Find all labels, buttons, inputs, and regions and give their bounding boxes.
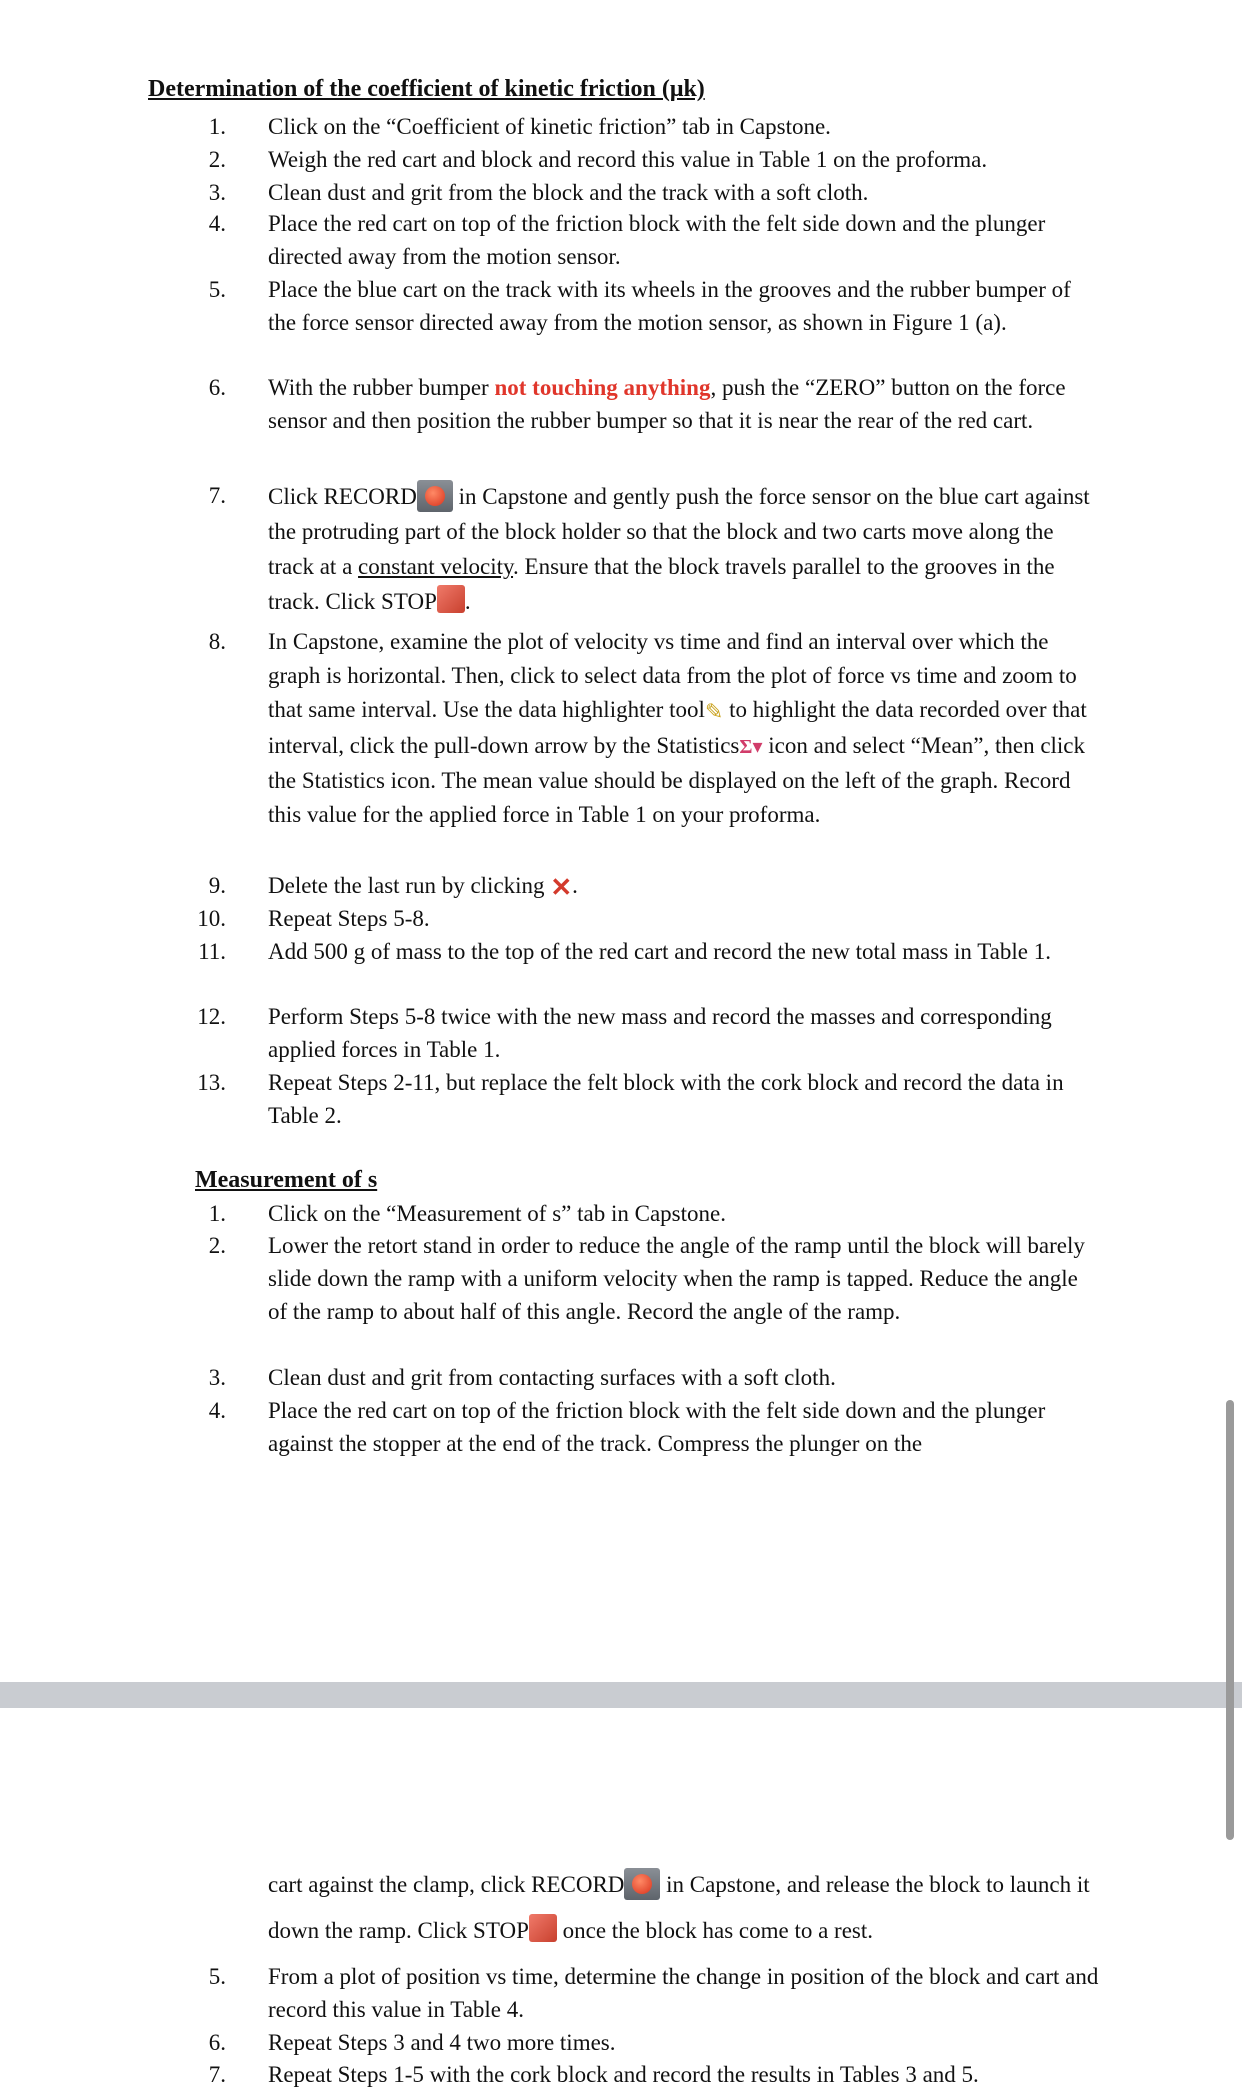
record-icon	[417, 480, 453, 512]
delete-run-icon: ✕	[550, 873, 573, 903]
document-page-1: Determination of the coefficient of kinetic friction (μk) 1. Click on the “Coefficient of kinetic friction” tab in Capstone. 2. Weigh the red cart and block and record this value in Table 1 on the proforma. 3. Clean dust and grit from the block and the track with a soft cloth. 4. Place the red cart on top of the friction block with the felt side down and the plunger directed away from the motion sensor. 5. Place the blue cart on the track with its wheels in the grooves and the rubber bumper of the force sensor directed away from the motion sensor, as shown in Figure 1 (a). 6. With the rubber bumper not touching anything, push the “ZERO” button on the force sensor and then position the rubber bumper so that it is near the rear of the red cart. 7. Click RECORD in Capstone and gently push the force sensor on the blue cart against the protruding part of the block holder so that the block and two carts move along the track at a constant velocity. Ensure that the block travels parallel to the grooves in the track. Click STOP . 8. In Capstone, examine the plot of velocity vs time and find an interval over which the graph is horizontal. Then, click to select data from the plot of force vs time and zoom to that same interval. Use the data highlighter tool✎ to highlight the data recorded over that interval, click the pull-down arrow by the StatisticsΣ▾ icon and select “Mean”, then click the Statistics icon. The mean value should be displayed on the left of the graph. Record this value for the applied force in Table 1 on your proforma. 9. Delete the last run by clicking ✕. 10. Repeat Steps 5-8. 11. Add 500 g of mass to the top of the red cart and record the new total mass in Table 1. 12. Perform Steps 5-8 twice with the new mass and record the masses and corresponding applied forces in Table 1. 13. Repeat Steps 2-11, but replace the felt block with the cork block and record the data in Table 2. Measurement of s 1. Click on the “Measurement of s” tab in Capstone. 2. Lower the retort stand in order to reduce the angle of the ramp until the block will barely slide down the ramp with a uniform velocity when the ramp is tapped. Reduce the angle of the ramp to about half of this angle. Record the angle of the ramp. 3. Clean dust and grit from contacting surfaces with a soft cloth. 4. Place the red cart on top of the friction block with the felt side down and the plunger against the stopper at the end of the track. Compress the plunger on the	[148, 76, 1090, 1456]
section-heading-kinetic-friction: Determination of the coefficient of kinetic friction (μk)	[148, 76, 705, 102]
section-heading-measurement-of-s: Measurement of s	[195, 1167, 378, 1193]
data-highlighter-icon: ✎	[704, 698, 724, 724]
statistics-icon: Σ▾	[739, 736, 763, 759]
stop-icon	[529, 1914, 557, 1942]
page-break	[0, 1682, 1242, 1708]
emphasis-text: not touching anything	[494, 375, 711, 400]
record-icon	[624, 1868, 660, 1900]
document-page-2: cart against the clamp, click RECORD in Capstone, and release the block to launch it down the ramp. Click STOP once the block has come to a rest. 5. From a plot of position vs time, determine the change in position of the block and cart and record this value in Table 4. 6. Repeat Steps 3 and 4 two more times. 7. Repeat Steps 1-5 with the cork block and record the results in Tables 3 and 5.	[0, 1708, 1242, 2099]
stop-icon	[437, 585, 465, 613]
